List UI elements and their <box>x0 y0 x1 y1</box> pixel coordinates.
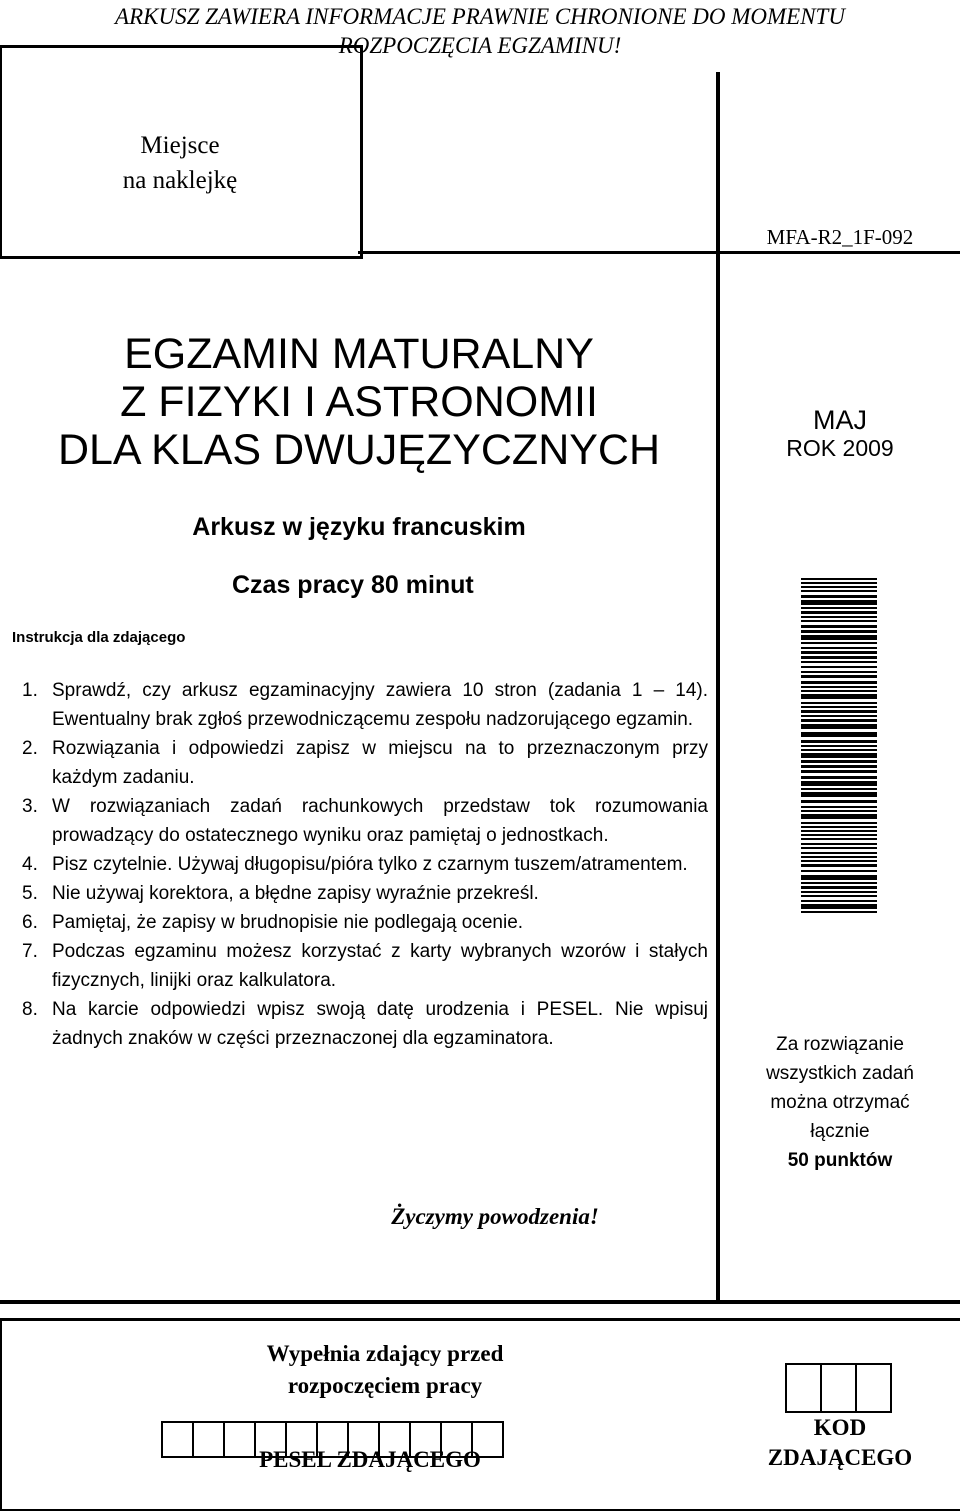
candidate-code-input-boxes[interactable] <box>785 1363 892 1413</box>
points-line3: można otrzymać <box>770 1092 910 1113</box>
points-total: 50 punktów <box>787 1150 893 1171</box>
points-summary <box>720 1030 960 1175</box>
exam-code: MFA-R2_1F-092 <box>766 225 914 249</box>
footer-divider <box>0 1300 960 1304</box>
instruction-item: 4. Pisz czytelnie. Używaj długopisu/pióra tylko z czarnym tuszem/atramentem. <box>22 854 688 875</box>
session-year: ROK 2009 <box>786 435 894 461</box>
instructions-list <box>22 676 708 1053</box>
sticker-label <box>0 128 360 198</box>
instruction-item: 3. W rozwiązaniach zadań rachunkowych przedstaw tok rozumowania prowadzący do ostatecznego wyniku oraz pamiętaj o jednostkach. <box>22 796 708 846</box>
exam-title-line2: Z FIZYKI I ASTRONOMII <box>120 378 598 426</box>
header-divider <box>358 251 960 254</box>
session-month: MAJ <box>813 405 867 435</box>
code-digit-box[interactable] <box>787 1365 822 1411</box>
candidate-fill-label-line2: rozpoczęciem pracy <box>287 1373 483 1398</box>
exam-title <box>0 330 718 474</box>
sheet-language: Arkusz w języku francuskim <box>192 513 526 541</box>
instruction-item: 1. Sprawdź, czy arkusz egzaminacyjny zawiera 10 stron (zadania 1 – 14). Ewentualny brak zgłoś przewodniczącemu zespołu nadzorującego egzamin. <box>22 680 708 730</box>
candidate-code-label <box>740 1413 940 1473</box>
exam-duration: Czas pracy 80 minut <box>232 571 474 599</box>
candidate-code-label-line1: KOD <box>813 1415 867 1440</box>
instruction-item: 8. Na karcie odpowiedzi wpisz swoją datę urodzenia i PESEL. Nie wpisuj żadnych znaków w części przeznaczonej dla egzaminatora. <box>22 999 708 1049</box>
exam-title-line1: EGZAMIN MATURALNY <box>124 330 594 378</box>
sticker-label-line2: na naklejkę <box>122 167 238 194</box>
pesel-label: PESEL ZDAJĄCEGO <box>259 1447 481 1472</box>
sticker-label-line1: Miejsce <box>140 132 220 159</box>
candidate-code-label-line2: ZDAJĄCEGO <box>767 1445 913 1470</box>
exam-session <box>720 405 960 461</box>
instruction-item: 6. Pamiętaj, że zapisy w brudnopisie nie podlegają ocenie. <box>22 912 524 933</box>
code-digit-box[interactable] <box>857 1365 892 1411</box>
instruction-item: 7. Podczas egzaminu możesz korzystać z karty wybranych wzorów i stałych fizycznych, linijki oraz kalkulatora. <box>22 941 708 991</box>
candidate-fill-label <box>200 1338 570 1402</box>
instructions-heading: Instrukcja dla zdającego <box>12 629 186 646</box>
confidentiality-notice-line2: ROZPOCZĘCIA EGZAMINU! <box>338 33 622 58</box>
candidate-fill-label-line1: Wypełnia zdający przed <box>266 1341 504 1366</box>
points-line2: wszystkich zadań <box>766 1063 914 1084</box>
good-luck-message: Życzymy powodzenia! <box>391 1204 599 1229</box>
barcode-icon <box>801 578 877 918</box>
points-line4: łącznie <box>810 1121 870 1142</box>
points-line1: Za rozwiązanie <box>776 1034 904 1055</box>
instruction-item: 5. Nie używaj korektora, a błędne zapisy wyraźnie przekreśl. <box>22 883 539 904</box>
confidentiality-notice-line1: ARKUSZ ZAWIERA INFORMACJE PRAWNIE CHRONIONE DO MOMENTU <box>115 4 845 29</box>
exam-title-line3: DLA KLAS DWUJĘZYCZNYCH <box>57 426 661 474</box>
instruction-item: 2. Rozwiązania i odpowiedzi zapisz w miejscu na to przeznaczonym przy każdym zadaniu. <box>22 738 708 788</box>
code-digit-box[interactable] <box>822 1365 857 1411</box>
